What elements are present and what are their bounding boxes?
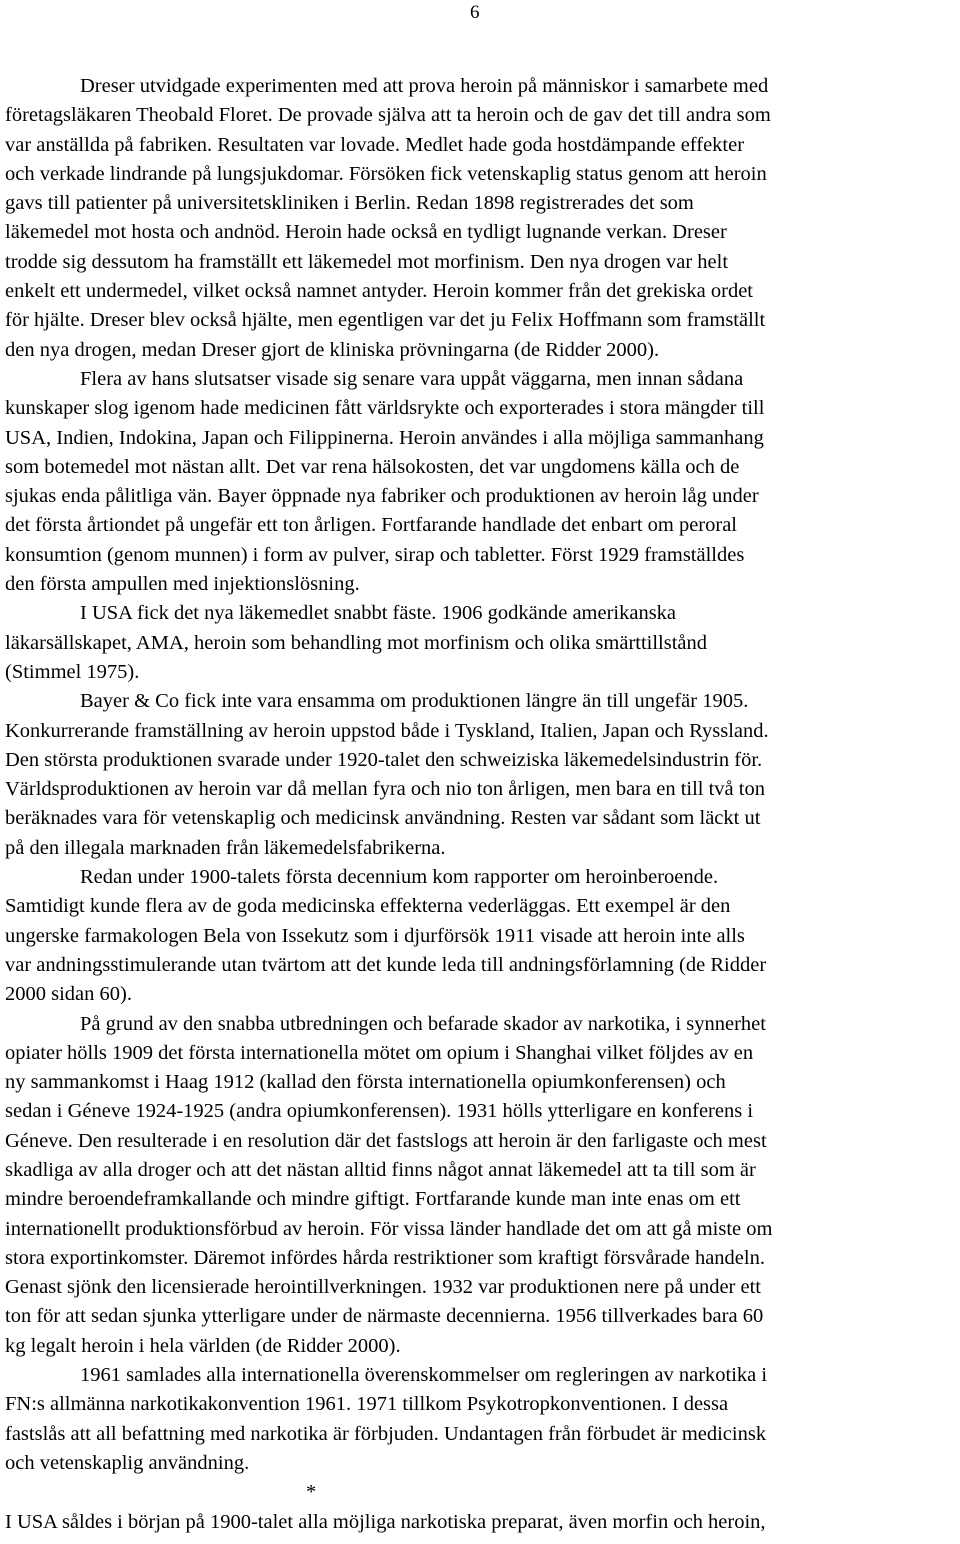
- text-line: USA, Indien, Indokina, Japan och Filippinerna. Heroin användes i alla möjliga sammanhang: [5, 426, 764, 449]
- text-line: företagsläkaren Theobald Floret. De provade själva att ta heroin och de gav det till andra som: [5, 104, 771, 127]
- text-line: den första ampullen med injektionslösning.: [5, 573, 360, 596]
- text-line: ton för att sedan sjunka ytterligare under de närmaste decennierna. 1956 tillverkades bara 60: [5, 1305, 764, 1328]
- text-line: Samtidigt kunde flera av de goda medicinska effekterna vederläggas. Ett exempel är den: [5, 895, 731, 918]
- text-line: den nya drogen, medan Dreser gjort de kliniska prövningarna (de Ridder 2000).: [5, 338, 660, 361]
- text-line: och verkade lindrande på lungsjukdomar. Försöken fick vetenskaplig status genom att heroin: [5, 162, 767, 185]
- text-line: mindre beroendeframkallande och mindre giftigt. Fortfarande kunde man inte enas om ett: [5, 1188, 741, 1211]
- text-line: opiater hölls 1909 det första internationella mötet om opium i Shanghai vilket följdes av en: [5, 1041, 754, 1064]
- text-line: läkemedel mot hosta och andnöd. Heroin hade också en tydligt lugnande verkan. Dreser: [5, 221, 727, 244]
- text-line: enkelt ett undermedel, vilket också namnet antyder. Heroin kommer från det grekiska ordet: [5, 280, 753, 303]
- text-line: Bayer & Co fick inte vara ensamma om produktionen längre än till ungefär 1905.: [80, 690, 749, 713]
- body-text: [5, 72, 960, 1537]
- paragraph-1: [5, 72, 960, 365]
- text-line: Genast sjönk den licensierade herointillverkningen. 1932 var produktionen nere på under ett: [5, 1276, 761, 1299]
- text-line: ny sammankomst i Haag 1912 (kallad den första internationella opiumkonferensen) och: [5, 1071, 726, 1094]
- paragraph-4: [5, 687, 960, 863]
- text-line: stora exportinkomster. Däremot infördes hårda restriktioner som kraftigt försvårade handeln.: [5, 1246, 765, 1269]
- paragraph-2: [5, 365, 960, 599]
- text-line: sjukas enda pålitliga vän. Bayer öppnade nya fabriker och produktionen av heroin låg under: [5, 485, 759, 508]
- text-line: på den illegala marknaden från läkemedelsfabrikerna.: [5, 836, 446, 859]
- text-line: fastslås att all befattning med narkotika är förbjuden. Undantagen från förbudet är medicinsk: [5, 1422, 767, 1445]
- paragraph-6: [5, 1010, 960, 1362]
- text-line: Konkurrerande framställning av heroin uppstod både i Tyskland, Italien, Japan och Ryssland.: [5, 719, 769, 742]
- text-line: beräknades vara för vetenskaplig och medicinsk användning. Resten var sådant som läckt ut: [5, 807, 761, 830]
- text-line: kg legalt heroin i hela världen (de Ridder 2000).: [5, 1334, 401, 1357]
- text-line: Den största produktionen svarade under 1920-talet den schweiziska läkemedelsindustrin för.: [5, 748, 763, 771]
- text-line: konsumtion (genom munnen) i form av pulver, sirap och tabletter. Först 1929 framställdes: [5, 543, 745, 566]
- text-line: gavs till patienter på universitetskliniken i Berlin. Redan 1898 registrerades det som: [5, 192, 694, 215]
- text-line: Flera av hans slutsatser visade sig senare vara uppåt väggarna, men innan sådana: [80, 367, 744, 390]
- text-line: 2000 sidan 60).: [5, 983, 132, 1006]
- text-line: var andningsstimulerande utan tvärtom att det kunde leda till andningsförlamning (de Ridder: [5, 953, 767, 976]
- text-line: I USA fick det nya läkemedlet snabbt fäste. 1906 godkände amerikanska: [80, 602, 677, 625]
- text-line: och vetenskaplig användning.: [5, 1451, 250, 1474]
- text-line: På grund av den snabba utbredningen och befarade skador av narkotika, i synnerhet: [80, 1012, 766, 1035]
- text-line: läkarsällskapet, AMA, heroin som behandling mot morfinism och olika smärttillstånd: [5, 631, 708, 654]
- text-line: kunskaper slog igenom hade medicinen fått världsrykte och exporterades i stora mängder till: [5, 397, 765, 420]
- text-line: internationellt produktionsförbud av heroin. För vissa länder handlade det om att gå miste om: [5, 1217, 773, 1240]
- text-line: sedan i Géneve 1924-1925 (andra opiumkonferensen). 1931 hölls ytterligare en konferens i: [5, 1100, 754, 1123]
- text-line: 1961 samlades alla internationella överenskommelser om regleringen av narkotika i: [80, 1364, 768, 1387]
- paragraph-3: [5, 599, 960, 687]
- text-line: ungerske farmakologen Bela von Issekutz som i djurförsök 1911 visade att heroin inte alls: [5, 924, 745, 947]
- text-line: som botemedel mot nästan allt. Det var rena hälsokosten, det var ungdomens källa och de: [5, 455, 740, 478]
- text-line: för hjälte. Dreser blev också hjälte, men egentligen var det ju Felix Hoffmann som framställt: [5, 309, 766, 332]
- text-line: var anställda på fabriken. Resultaten var lovade. Medlet hade goda hostdämpande effekter: [5, 133, 745, 156]
- text-line: Géneve. Den resulterade i en resolution där det fastslogs att heroin är den farligaste och mest: [5, 1129, 767, 1152]
- text-line: trodde sig dessutom ha framställt ett läkemedel mot morfinism. Den nya drogen var helt: [5, 250, 729, 273]
- text-line: (Stimmel 1975).: [5, 660, 140, 683]
- paragraph-5: [5, 863, 960, 1009]
- page-number: 6: [470, 2, 480, 23]
- text-line: I USA såldes i början på 1900-talet alla möjliga narkotiska preparat, även morfin och heroin,: [5, 1510, 766, 1533]
- text-line: det första årtiondet på ungefär ett ton årligen. Fortfarande handlade det enbart om peroral: [5, 514, 738, 537]
- text-line: FN:s allmänna narkotikakonvention 1961. 1971 tillkom Psykotropkonventionen. I dessa: [5, 1393, 729, 1416]
- text-line: Världsproduktionen av heroin var då mellan fyra och nio ton årligen, men bara en till två ton: [5, 778, 765, 801]
- text-line: Redan under 1900-talets första decennium kom rapporter om heroinberoende.: [80, 866, 719, 889]
- text-line: Dreser utvidgade experimenten med att prova heroin på människor i samarbete med: [80, 75, 769, 97]
- section-separator: *: [306, 1481, 317, 1504]
- text-line: skadliga av alla droger och att det nästan alltid finns något annat läkemedel att ta till som är: [5, 1158, 756, 1181]
- paragraph-7: [5, 1361, 960, 1478]
